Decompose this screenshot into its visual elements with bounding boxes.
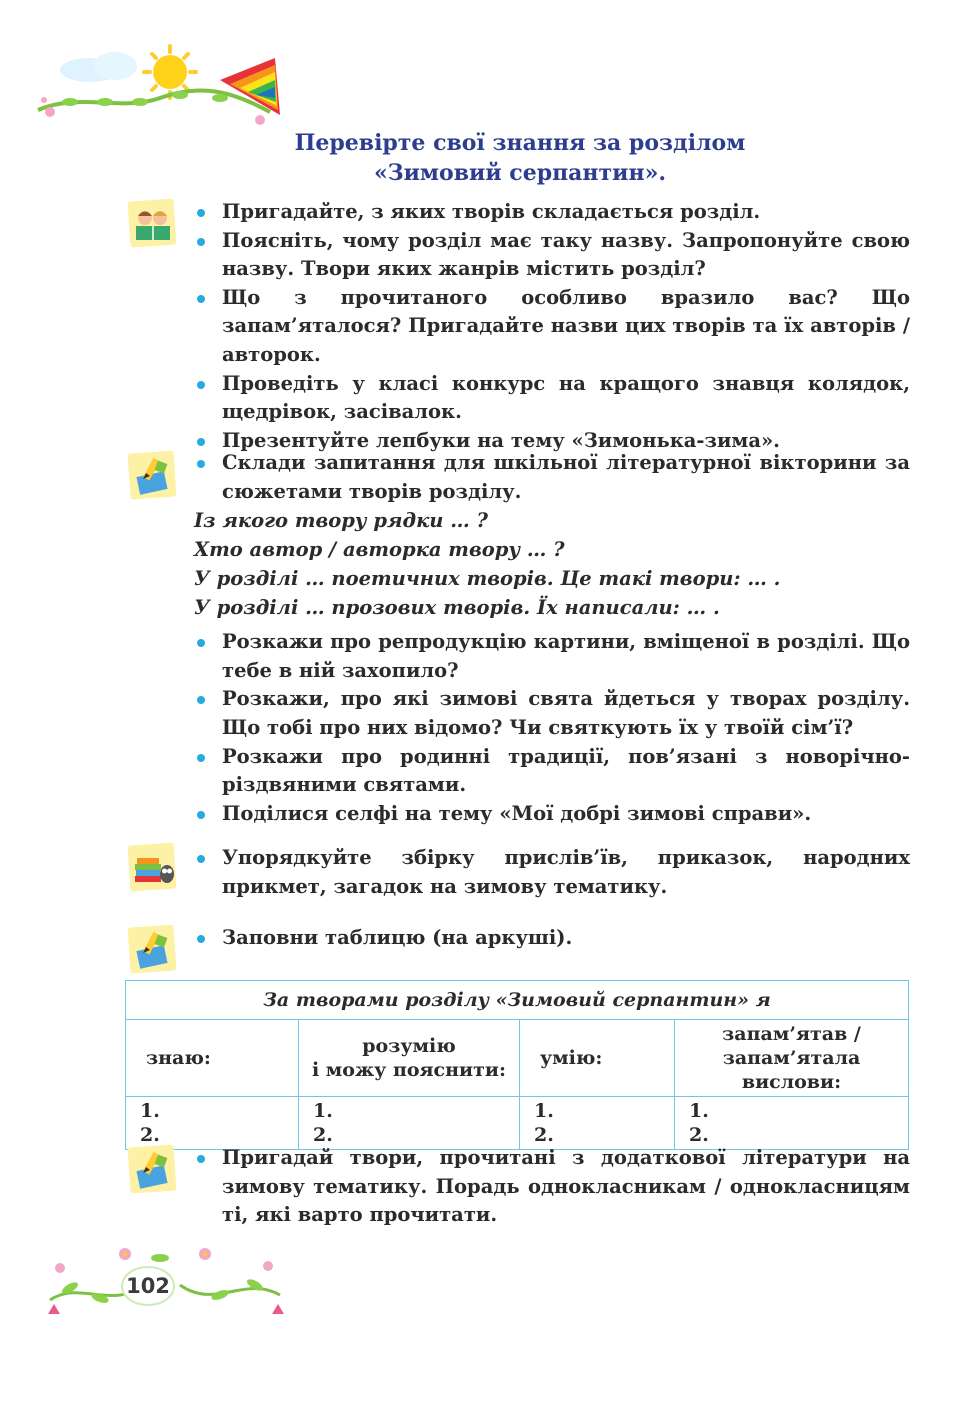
- quiz-line: Із якого твору рядки … ?: [194, 509, 488, 533]
- list-item: Пригадай твори, прочитані з додаткової літератури на зимову тематику. Порадь однокласникам / однокласницям ті, які варто прочитати.: [188, 1144, 910, 1230]
- quiz-line: Хто автор / авторка твору … ?: [194, 538, 565, 562]
- quiz-line: У розділі … прозових творів. Їх написали: … .: [194, 596, 720, 620]
- table-header: розумію і можу пояснити:: [299, 1020, 520, 1097]
- table-header: знаю:: [126, 1020, 299, 1097]
- list-item: Що з прочитаного особливо вразило вас? Що запам’яталося? Пригадайте назви цих творів та їх авторів / авторок.: [188, 284, 910, 370]
- list-item: Упорядкуйте збірку прислів’їв, приказок, народних прикмет, загадок на зимову тематику.: [188, 844, 910, 901]
- list-item: Склади запитання для шкільної літературної вікторини за сюжетами творів розділу.: [188, 449, 910, 506]
- knowledge-table: [125, 980, 909, 1150]
- quiz-question-templates: [188, 506, 910, 622]
- page-number: 102: [126, 1274, 170, 1298]
- quiz-line: У розділі … поетичних творів. Це такі твори: … .: [194, 567, 781, 591]
- list-item: Презентуйте лепбуки на тему «Зимонька-зима».: [188, 427, 910, 456]
- table-cell: 1. 2.: [126, 1097, 299, 1150]
- table-row: [126, 1097, 909, 1150]
- list-item: Поясніть, чому розділ має таку назву. Запропонуйте свою назву. Твори яких жанрів містить розділ?: [188, 227, 910, 284]
- list-item: Проведіть у класі конкурс на кращого знавця колядок, щедрівок, засівалок.: [188, 370, 910, 427]
- section-4: [188, 924, 910, 953]
- list-item: Поділися селфі на тему «Мої добрі зимові справи».: [188, 800, 910, 829]
- sun-vine-kite-decoration: [30, 40, 290, 135]
- section-2: [188, 449, 910, 828]
- list-item: Розкажи про репродукцію картини, вміщеної в розділі. Що тебе в ній захопило?: [188, 628, 910, 685]
- table-header: умію:: [520, 1020, 675, 1097]
- title-line-2: «Зимовий серпантин».: [374, 160, 666, 186]
- list-item: Розкажи, про які зимові свята йдеться у творах розділу. Що тобі про них відомо? Чи святкують їх у твоїй сім’ї?: [188, 685, 910, 742]
- list-item: Пригадайте, з яких творів складається розділ.: [188, 198, 910, 227]
- table-caption: За творами розділу «Зимовий серпантин» я: [126, 981, 909, 1020]
- page-title: [200, 128, 840, 188]
- books-owl-icon: [126, 840, 180, 894]
- table-cell: 1. 2.: [520, 1097, 675, 1150]
- section-1: [188, 198, 910, 455]
- pencil-notebook-icon: [126, 448, 180, 502]
- table-header-row: [126, 1020, 909, 1097]
- pencil-notebook-icon: [126, 1142, 180, 1196]
- kids-reading-icon: [126, 196, 180, 250]
- section-5: [188, 1144, 910, 1230]
- table-cell: 1. 2.: [675, 1097, 909, 1150]
- table-header: запам’ятав / запам’ятала вислови:: [675, 1020, 909, 1097]
- list-item: Заповни таблицю (на аркуші).: [188, 924, 910, 953]
- title-line-1: Перевірте свої знання за розділом: [294, 130, 746, 156]
- table-cell: 1. 2.: [299, 1097, 520, 1150]
- list-item: Розкажи про родинні традиції, пов’язані з новорічно-різдвяними святами.: [188, 743, 910, 800]
- pencil-notebook-icon: [126, 922, 180, 976]
- section-3: [188, 844, 910, 901]
